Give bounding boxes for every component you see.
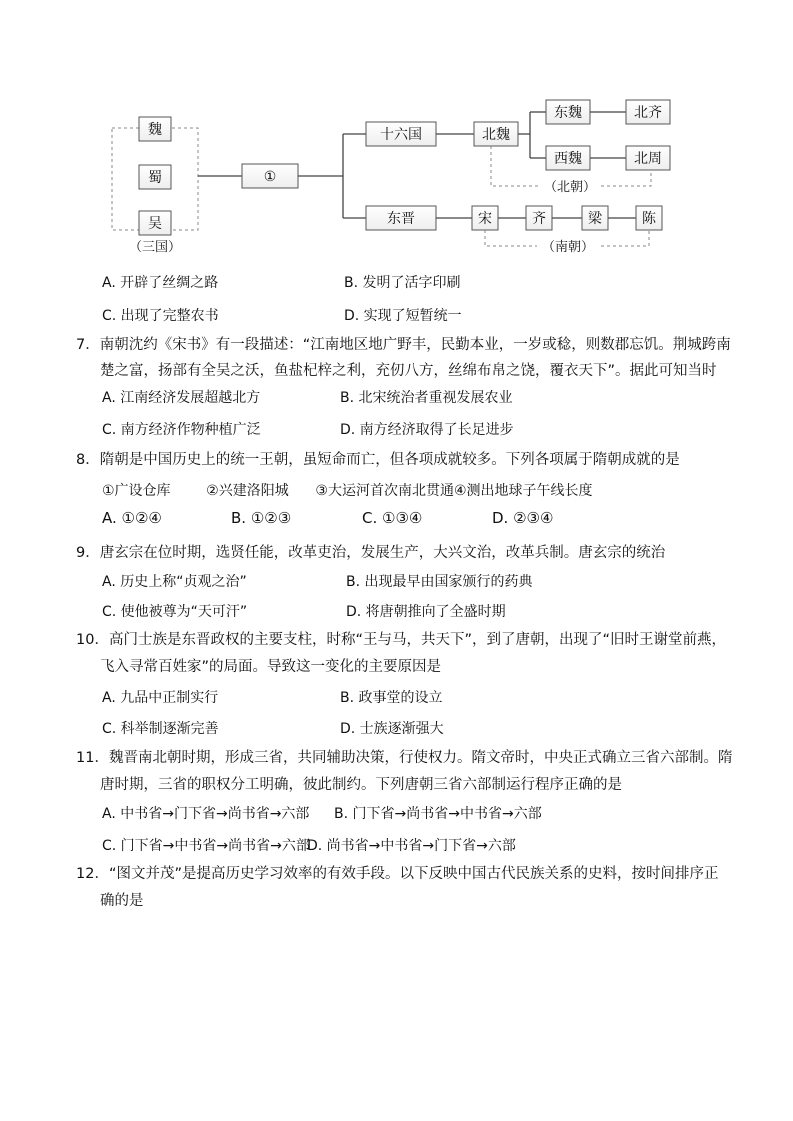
label-wu: 吴 [148, 216, 162, 232]
q8-option-c: C. ①③④ [362, 509, 423, 527]
q7-stem-line-1: 7．南朝沈约《宋书》有一段描述：“江南地区地广野丰，民勤本业，一岁或稔，则数郡忘饥。荆城跨南 [76, 337, 731, 353]
q7-option-c: C. 南方经济作物种植广泛 [102, 422, 261, 438]
q7-option-d: D. 南方经济取得了长足进步 [340, 422, 514, 438]
q8-stem-line-1: 8．隋朝是中国历史上的统一王朝，虽短命而亡，但各项成就较多。下列各项属于隋朝成就的是 [76, 452, 680, 468]
label-sanguo: （三国） [128, 240, 182, 255]
q10-option-b: B. 政事堂的设立 [340, 690, 443, 706]
q6-option-b: B. 发明了活字印刷 [344, 275, 461, 291]
q10-stem-line-1: 10．高门士族是东晋政权的主要支柱，时称“王与马，共天下”，到了唐朝，出现了“旧时王谢堂前燕， [76, 632, 726, 648]
q9-option-a: A. 历史上称“贞观之治” [102, 574, 247, 590]
label-qi: 齐 [532, 211, 546, 227]
q8-option-d: D. ②③④ [492, 509, 554, 527]
q7-stem-line-2: 楚之富，扬部有全吴之沃，鱼盐杞梓之利，充仞八方，丝绵布帛之饶，覆衣天下”。据此可知当时 [100, 363, 717, 379]
q8-option-a: A. ①②④ [102, 509, 162, 527]
q11-stem-line-1: 11．魏晋南北朝时期，形成三省，共同辅助决策，行使权力。隋文帝时，中央正式确立三省六部制。隋 [76, 750, 733, 766]
q8-option-b: B. ①②③ [231, 509, 292, 527]
label-dongwei: 东魏 [554, 105, 582, 121]
q9-option-c: C. 使他被尊为“天可汗” [102, 604, 248, 620]
q11-stem-line-2: 唐时期，三省的职权分工明确，彼此制约。下列唐朝三省六部制运行程序正确的是 [100, 777, 622, 793]
label-beichao: （北朝） [543, 180, 597, 195]
q9-option-b: B. 出现最早由国家颁行的药典 [346, 574, 533, 590]
label-shu: 蜀 [148, 170, 162, 186]
q9-option-d: D. 将唐朝推向了全盛时期 [346, 604, 506, 620]
label-nanchao: （南朝） [541, 240, 595, 255]
label-wei: 魏 [148, 122, 162, 138]
label-liang: 梁 [588, 211, 602, 227]
label-beizhou: 北周 [634, 151, 662, 167]
q11-option-a: A. 中书省→门下省→尚书省→六部 [102, 806, 310, 822]
label-beiwei: 北魏 [482, 127, 510, 143]
label-song: 宋 [478, 211, 492, 227]
label-chen: 陈 [642, 211, 656, 227]
label-blank-1: ① [263, 169, 277, 185]
label-dongjin: 东晋 [387, 211, 415, 227]
label-beiqi: 北齐 [634, 105, 662, 121]
q11-option-d: D. 尚书省→中书省→门下省→六部 [307, 838, 516, 854]
q12-stem-line-2: 确的是 [100, 893, 144, 909]
q6-option-d: D. 实现了短暂统一 [344, 308, 462, 324]
q10-option-a: A. 九品中正制实行 [102, 690, 219, 706]
q10-stem-line-2: 飞入寻常百姓家”的局面。导致这一变化的主要原因是 [100, 659, 442, 675]
q8-items: ①广设仓库 ②兴建洛阳城 ③大运河首次南北贯通④测出地球子午线长度 [102, 483, 593, 499]
label-xiwei: 西魏 [554, 151, 582, 167]
q7-option-a: A. 江南经济发展超越北方 [102, 390, 261, 406]
dynasty-diagram [0, 0, 793, 270]
q7-option-b: B. 北宋统治者重视发展农业 [340, 390, 513, 406]
q10-option-c: C. 科举制逐渐完善 [102, 721, 219, 737]
q11-option-c: C. 门下省→中书省→尚书省→六部 [102, 838, 310, 854]
q6-option-c: C. 出现了完整农书 [102, 308, 219, 324]
q10-option-d: D. 士族逐渐强大 [340, 721, 444, 737]
q9-stem-line-1: 9．唐玄宗在位时期，选贤任能，改革吏治，发展生产，大兴文治，改革兵制。唐玄宗的统治 [76, 545, 666, 561]
label-shiliuguo: 十六国 [380, 127, 422, 143]
q11-option-b: B. 门下省→尚书省→中书省→六部 [334, 806, 542, 822]
q12-stem-line-1: 12．“图文并茂”是提高历史学习效率的有效手段。以下反映中国古代民族关系的史料，按时间排序正 [76, 866, 719, 882]
q6-option-a: A. 开辟了丝绸之路 [102, 275, 219, 291]
